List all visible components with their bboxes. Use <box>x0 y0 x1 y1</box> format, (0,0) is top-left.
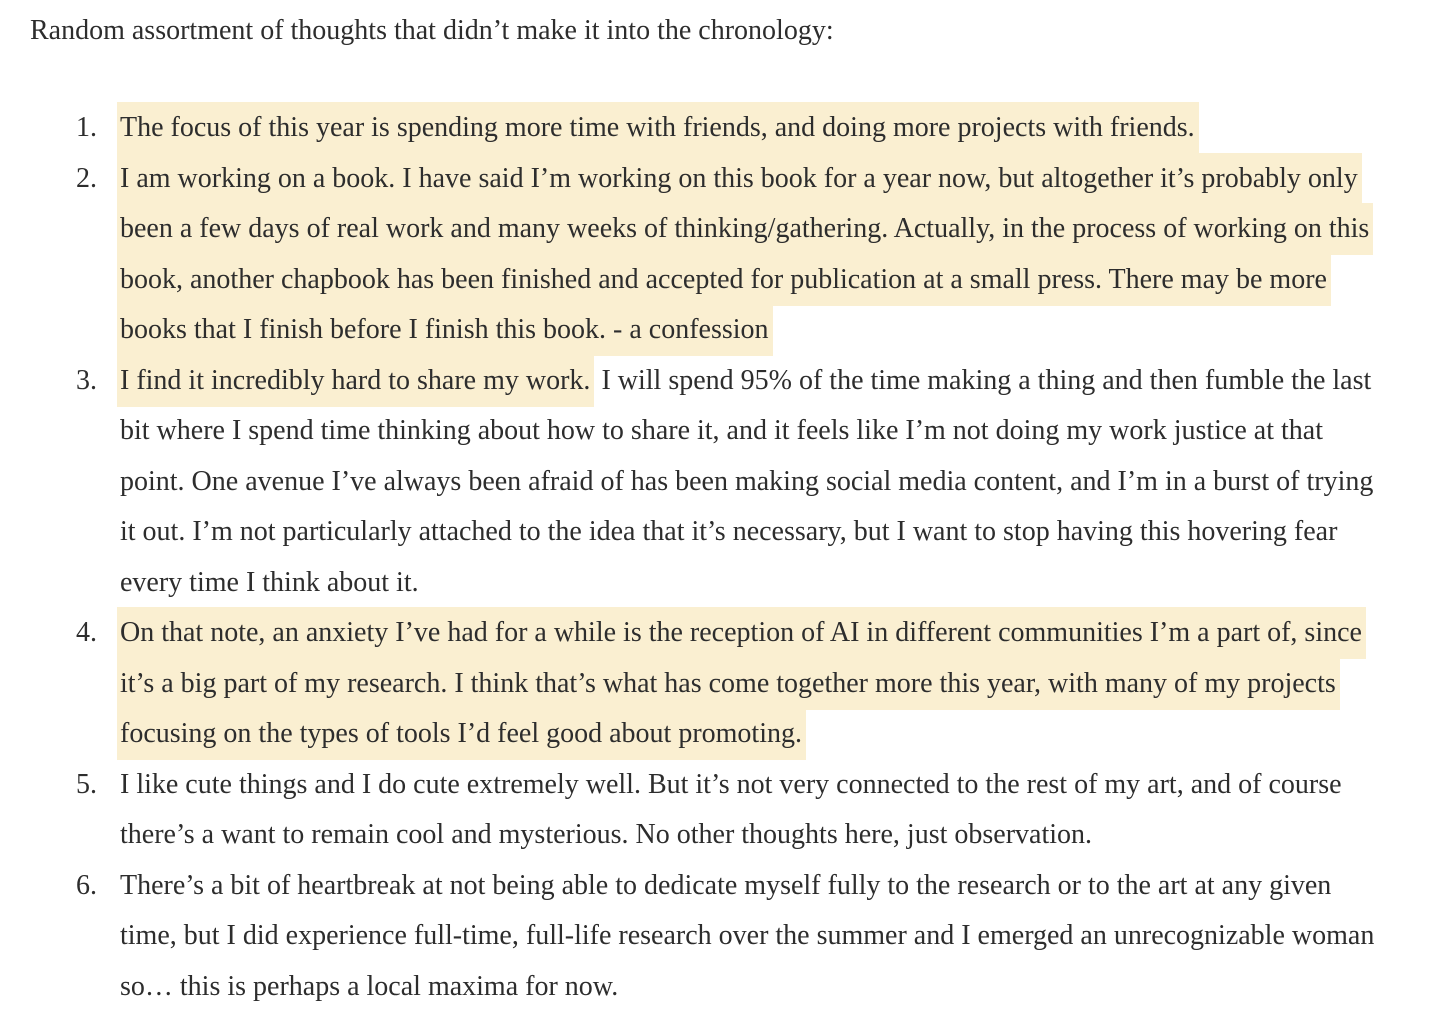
list-item <box>0 356 1456 609</box>
highlighted-text: I am working on a book. I have said I’m working on this book for a year now, but altogether it’s probably only been a few days of real work and many weeks of thinking/gathering. Actually, in the process of working on this book, another chapbook has been finished and accepted for publication at a small press. There may be more books that I finish before I finish this book. - a confession <box>117 153 1373 357</box>
highlighted-text: The focus of this year is spending more time with friends, and doing more projects with friends. <box>117 102 1199 154</box>
list-number: 4. <box>76 617 97 648</box>
intro-paragraph: Random assortment of thoughts that didn’t make it into the chronology: <box>30 15 834 46</box>
list-item <box>0 861 1456 1013</box>
highlighted-text: I find it incredibly hard to share my work. <box>117 355 594 407</box>
thought-list <box>0 103 1456 1012</box>
list-number: 1. <box>76 112 97 143</box>
list-number: 5. <box>76 768 97 800</box>
list-item <box>0 760 1456 861</box>
highlighted-text: On that note, an anxiety I’ve had for a while is the reception of AI in different communities I’m a part of, since it’s a big part of my research. I think that’s what has come together more this year, with many of my projects focusing on the types of tools I’d feel good about promoting. <box>117 607 1366 760</box>
list-number: 6. <box>76 869 97 901</box>
text-segment: I like cute things and I do cute extremely well. But it’s not very connected to the rest of my art, and of course there’s a want to remain cool and mysterious. No other thoughts here, just observation. <box>120 768 1342 850</box>
list-item <box>0 608 1456 760</box>
list-item <box>0 103 1456 154</box>
text-segment: There’s a bit of heartbreak at not being able to dedicate myself fully to the research or to the art at any given time, but I did experience full-time, full-life research over the summer and I emerged an unrecognizable woman so… this is perhaps a local maxima for now. <box>120 869 1375 1002</box>
list-number: 3. <box>76 364 97 396</box>
list-number: 2. <box>76 162 97 194</box>
list-item <box>0 154 1456 356</box>
text-segment: I will spend 95% of the time making a thing and then fumble the last bit where I spend time thinking about how to share it, and it feels like I’m not doing my work justice at that point. One avenue I’ve always been afraid of has been making social media content, and I’m in a burst of trying it out. I’m not particularly attached to the idea that it’s necessary, but I want to stop having this hovering fear every time I think about it. <box>120 364 1374 598</box>
